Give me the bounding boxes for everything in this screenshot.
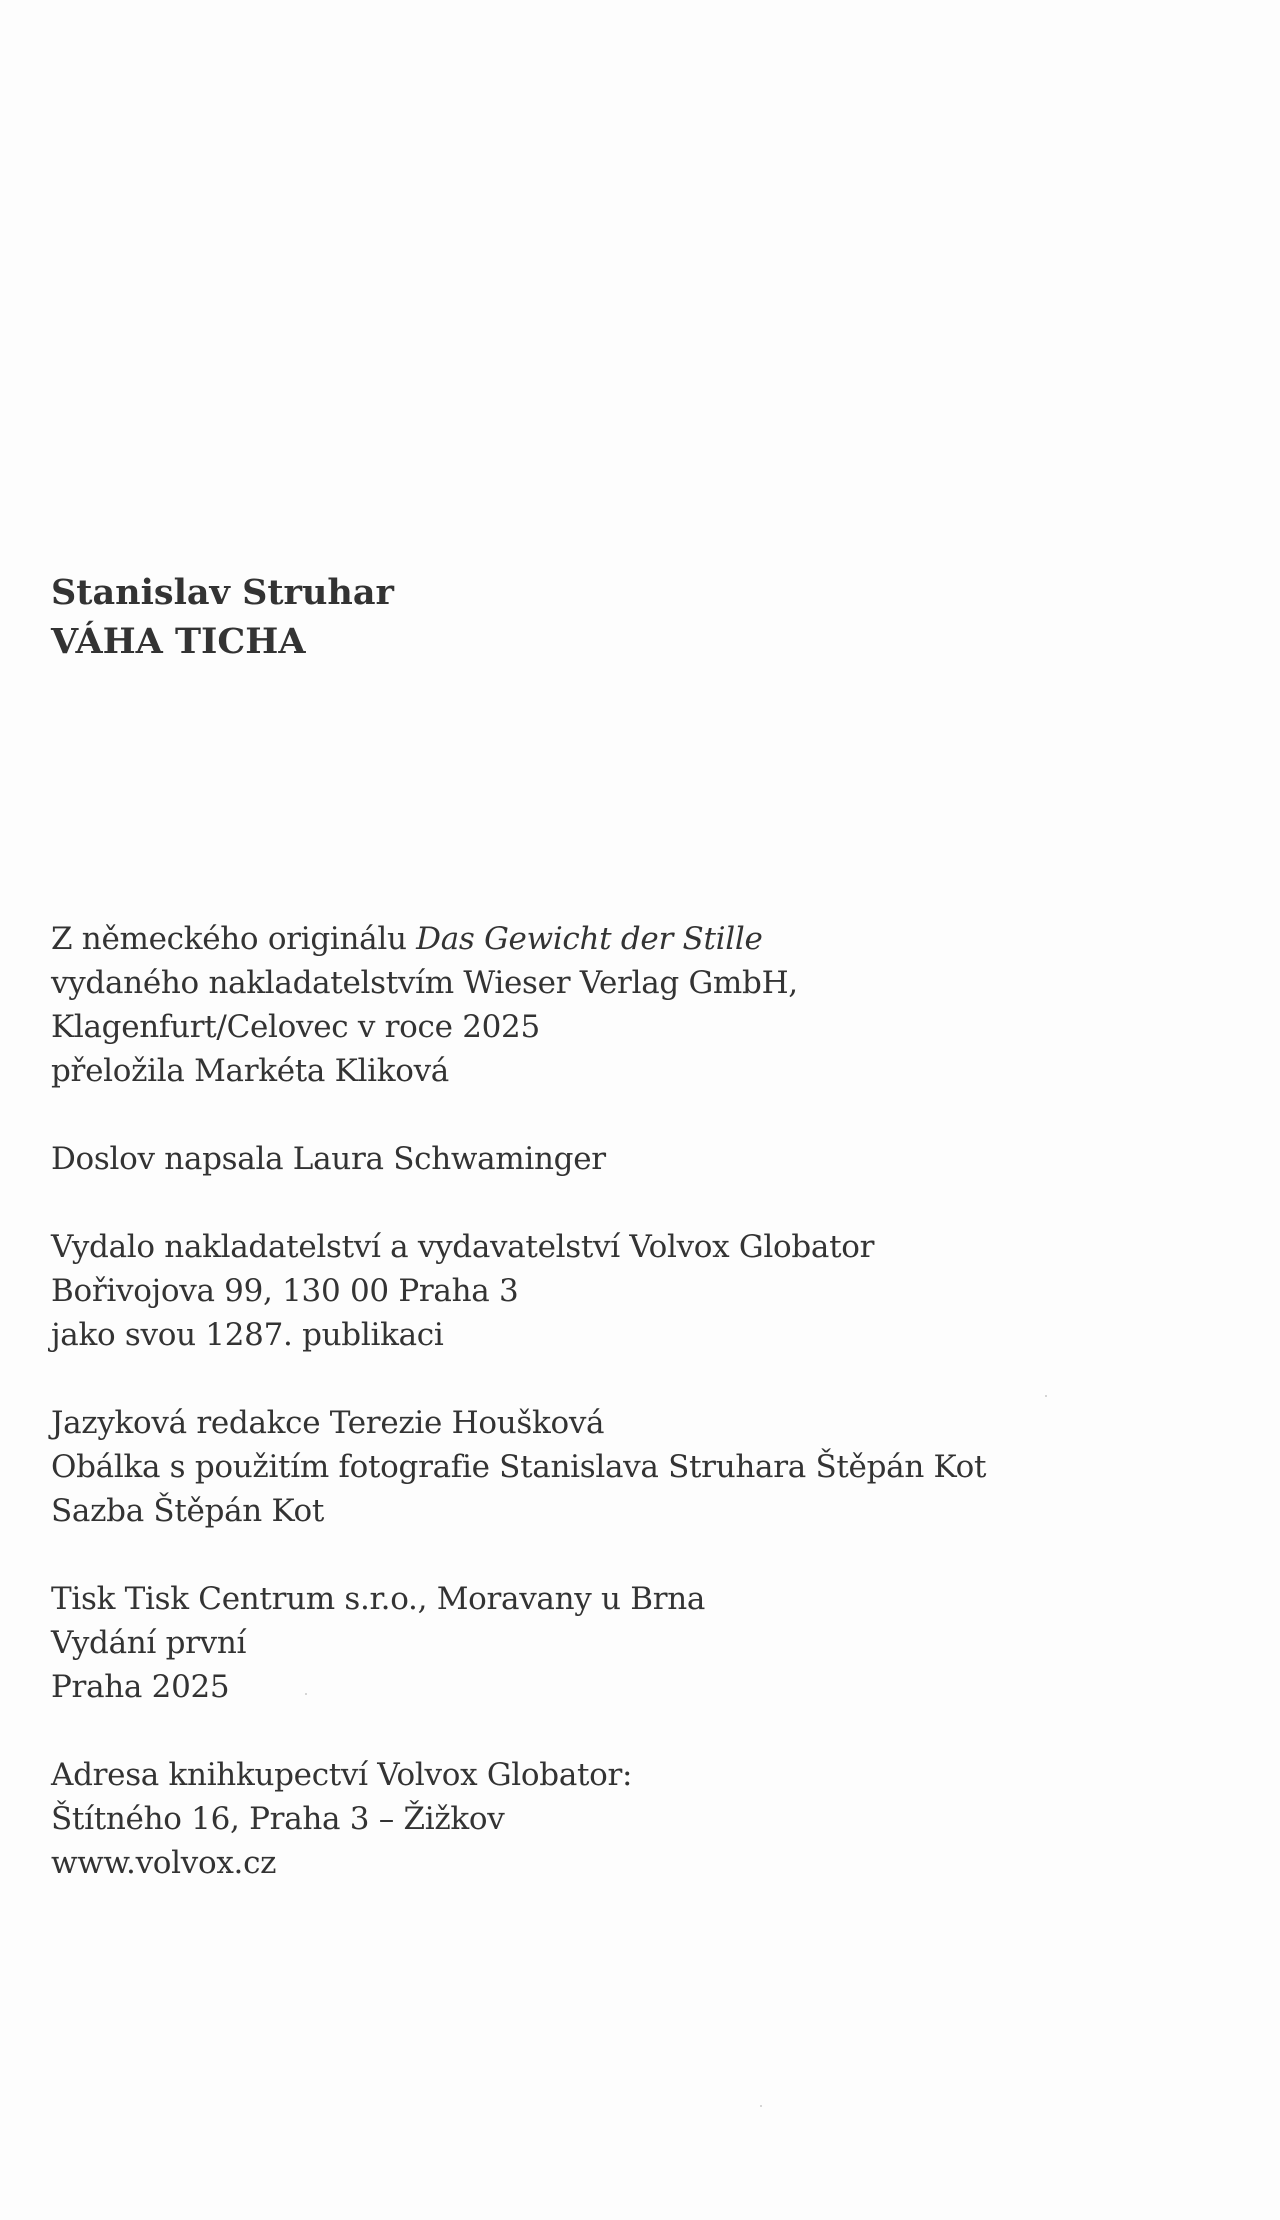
bookshop-label: Adresa knihkupectví Volvox Globator: bbox=[51, 1757, 633, 1793]
translator-line: přeložila Markéta Kliková bbox=[51, 1053, 449, 1089]
bookshop-address: Štítného 16, Praha 3 – Žižkov bbox=[51, 1801, 505, 1837]
edition-line: Vydání první bbox=[51, 1625, 247, 1661]
bookshop-block bbox=[51, 1753, 986, 1885]
colophon bbox=[51, 917, 986, 1885]
credits-block bbox=[51, 1401, 986, 1533]
original-title-line bbox=[51, 917, 986, 961]
publisher-block bbox=[51, 1225, 986, 1357]
typesetting-credit: Sazba Štěpán Kot bbox=[51, 1493, 325, 1529]
paper-speck bbox=[1045, 1395, 1047, 1397]
website-link[interactable]: www.volvox.cz bbox=[51, 1845, 277, 1881]
publication-number: jako svou 1287. publikaci bbox=[51, 1317, 444, 1353]
original-title: Das Gewicht der Stille bbox=[416, 921, 763, 957]
translation-block bbox=[51, 917, 986, 1093]
book-header bbox=[51, 568, 394, 666]
afterword-line: Doslov napsala Laura Schwaminger bbox=[51, 1141, 606, 1177]
original-title-prefix: Z německého originálu bbox=[51, 921, 417, 957]
editor-credit: Jazyková redakce Terezie Houšková bbox=[51, 1405, 605, 1441]
author-name: Stanislav Struhar bbox=[51, 572, 394, 613]
printer-line: Tisk Tisk Centrum s.r.o., Moravany u Brna bbox=[51, 1581, 706, 1617]
paper-speck bbox=[305, 1693, 307, 1695]
afterword-block bbox=[51, 1137, 986, 1181]
printing-block bbox=[51, 1577, 986, 1709]
cover-credit: Obálka s použitím fotografie Stanislava Struhara Štěpán Kot bbox=[51, 1449, 987, 1485]
original-place-line: Klagenfurt/Celovec v roce 2025 bbox=[51, 1009, 540, 1045]
publisher-address: Bořivojova 99, 130 00 Praha 3 bbox=[51, 1273, 519, 1309]
place-year-line: Praha 2025 bbox=[51, 1669, 230, 1705]
paper-speck bbox=[760, 2105, 762, 2107]
book-title: VÁHA TICHA bbox=[51, 621, 306, 662]
original-publisher-line: vydaného nakladatelstvím Wieser Verlag GmbH, bbox=[51, 965, 798, 1001]
publisher-line: Vydalo nakladatelství a vydavatelství Volvox Globator bbox=[51, 1229, 875, 1265]
